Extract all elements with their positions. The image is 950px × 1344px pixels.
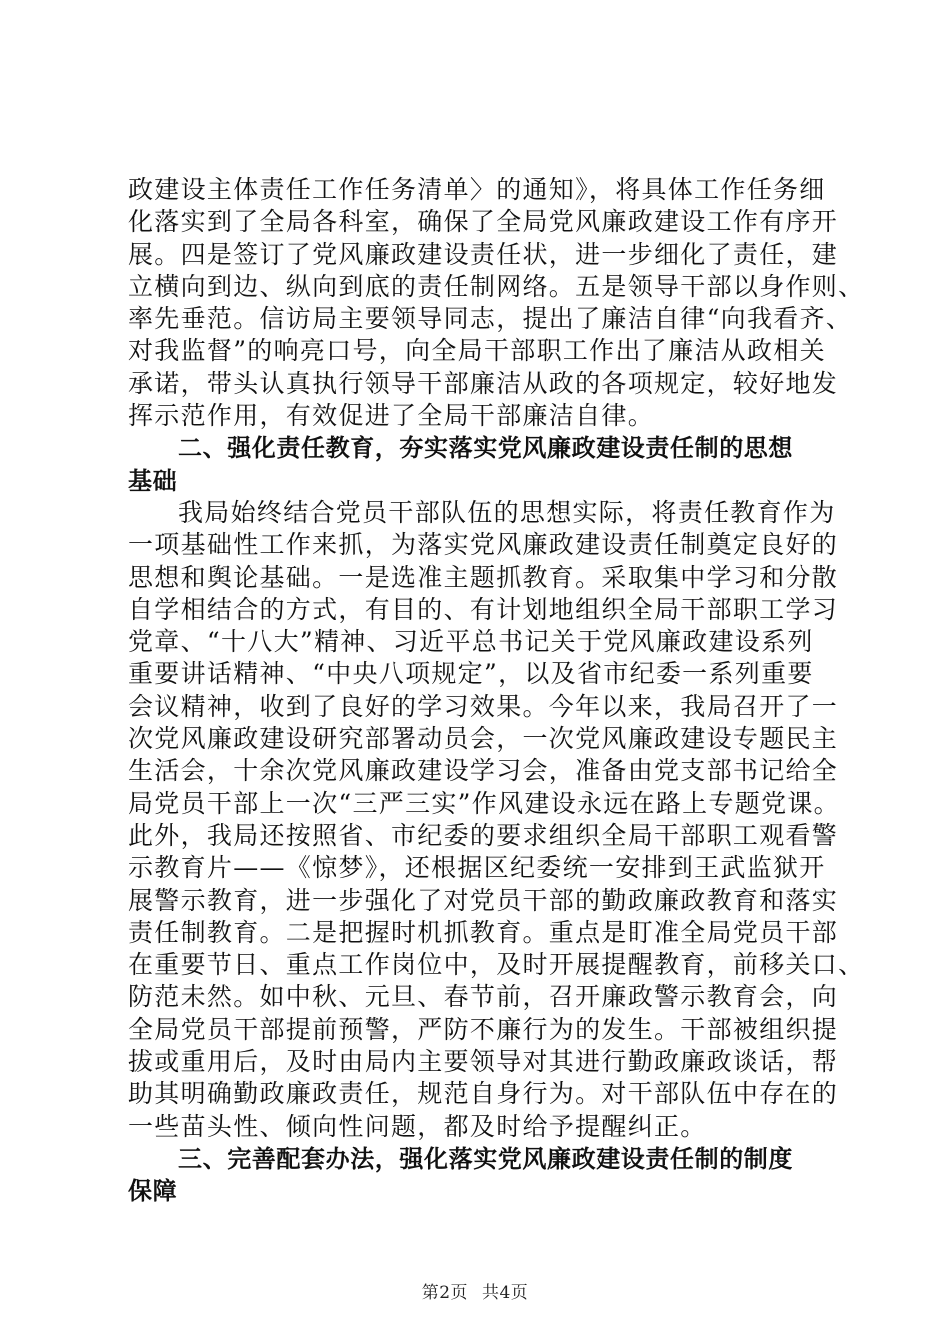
text-line: 一项基础性工作来抓，为落实党风廉政建设责任制奠定良好的: [128, 530, 839, 560]
text-line: 对我监督”的响亮口号，向全局干部职工作出了廉洁从政相关: [128, 336, 826, 366]
text-line: 立横向到边、纵向到底的责任制网络。五是领导干部以身作则、: [128, 271, 865, 301]
text-line: 示教育片——《惊梦》，还根据区纪委统一安排到王武监狱开: [128, 853, 826, 883]
section-heading: [128, 1143, 828, 1208]
text-line: 思想和舆论基础。一是选准主题抓教育。采取集中学习和分散: [128, 562, 839, 592]
text-line: 一些苗头性、倾向性问题，都及时给予提醒纠正。: [128, 1111, 707, 1141]
text-line: 拔或重用后，及时由局内主要领导对其进行勤政廉政谈话，帮: [128, 1047, 839, 1077]
text-line: 率先垂范。信访局主要领导同志，提出了廉洁自律“向我看齐、: [128, 304, 853, 334]
text-line: 助其明确勤政廉政责任，规范自身行为。对干部队伍中存在的: [128, 1079, 839, 1109]
body-paragraph: [128, 174, 865, 432]
heading-line: 保障: [128, 1177, 178, 1206]
text-line: 展。四是签订了党风廉政建设责任状，进一步细化了责任，建: [128, 239, 839, 269]
heading-line: 基础: [128, 466, 178, 495]
text-line: 党章、“十八大”精神、习近平总书记关于党风廉政建设系列: [128, 627, 814, 657]
text-line: 政建设主体责任工作任务清单〉的通知》，将具体工作任务细: [128, 175, 826, 204]
page-total: 共4页: [481, 1283, 529, 1303]
text-line: 承诺，带头认真执行领导干部廉洁从政的各项规定，较好地发: [128, 368, 839, 398]
document-body: [128, 174, 865, 1208]
body-paragraph: [128, 497, 865, 1143]
text-line: 全局党员干部提前预警，严防不廉行为的发生。干部被组织提: [128, 1014, 839, 1044]
page-footer: [0, 1278, 950, 1303]
text-line: 次党风廉政建设研究部署动员会，一次党风廉政建设专题民主: [128, 724, 839, 754]
text-line: 责任制教育。二是把握时机抓教育。重点是盯准全局党员干部: [128, 917, 839, 947]
text-line: 生活会，十余次党风廉政建设学习会，准备由党支部书记给全: [128, 756, 839, 786]
text-line: 此外，我局还按照省、市纪委的要求组织全局干部职工观看警: [128, 820, 839, 850]
text-line: 自学相结合的方式，有目的、有计划地组织全局干部职工学习: [128, 594, 839, 624]
text-line: 在重要节日、重点工作岗位中，及时开展提醒教育，前移关口、: [128, 950, 865, 980]
section-heading: [128, 432, 828, 497]
text-line: 挥示范作用，有效促进了全局干部廉洁自律。: [128, 401, 655, 431]
text-line: 重要讲话精神、“中央八项规定”，以及省市纪委一系列重要: [128, 659, 814, 689]
text-line: 会议精神，收到了良好的学习效果。今年以来，我局召开了一: [128, 691, 839, 721]
heading-line: 二、强化责任教育，夯实落实党风廉政建设责任制的思想: [178, 434, 793, 463]
page-number: 第2页: [421, 1283, 469, 1303]
text-line: 局党员干部上一次“三严三实”作风建设永远在路上专题党课。: [128, 788, 840, 818]
text-line: 我局始终结合党员干部队伍的思想实际，将责任教育作为: [178, 497, 836, 527]
heading-line: 三、完善配套办法，强化落实党风廉政建设责任制的制度: [178, 1144, 793, 1173]
text-line: 防范未然。如中秋、元旦、春节前，召开廉政警示教育会，向: [128, 982, 839, 1012]
text-line: 化落实到了全局各科室，确保了全局党风廉政建设工作有序开: [128, 207, 839, 237]
text-line: 展警示教育，进一步强化了对党员干部的勤政廉政教育和落实: [128, 885, 839, 915]
